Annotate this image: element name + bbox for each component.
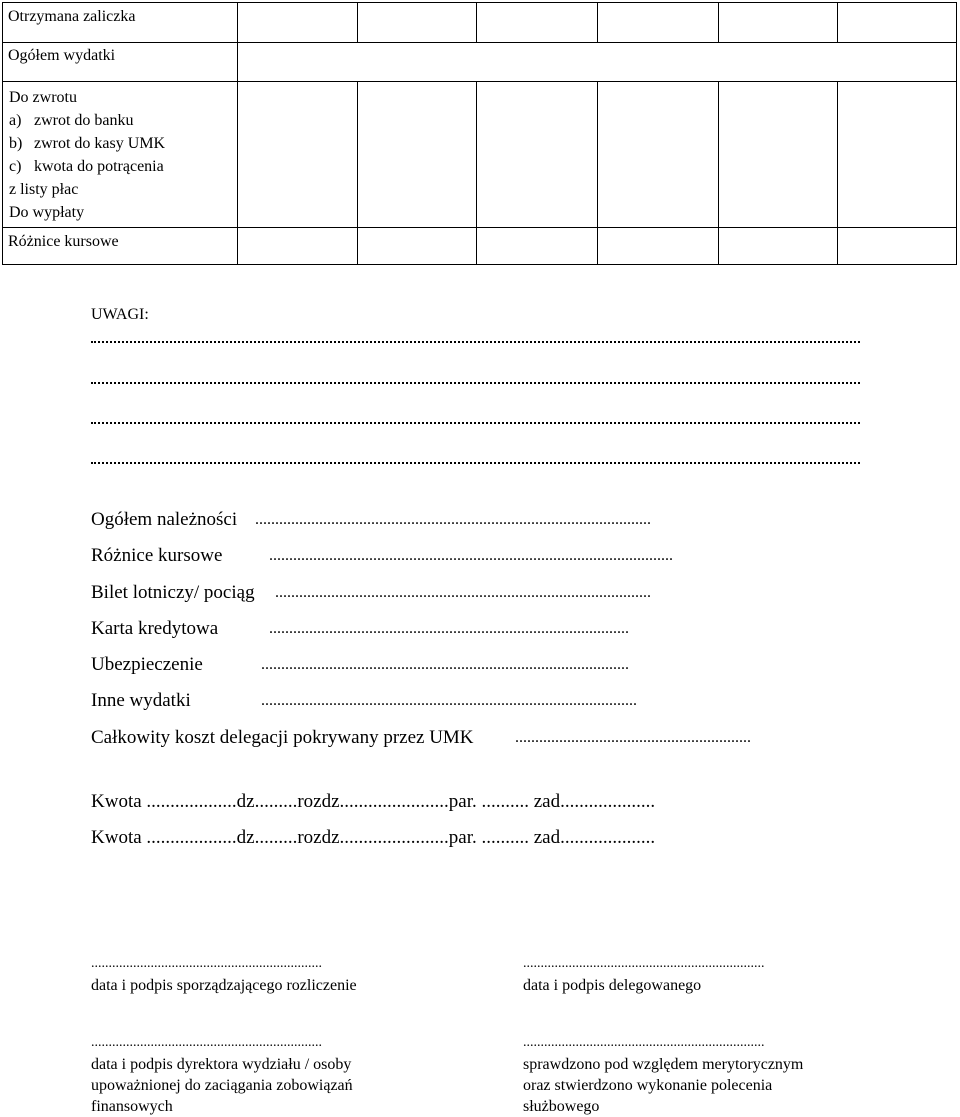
table-cell[interactable]	[837, 228, 956, 264]
table-cell[interactable]	[597, 228, 719, 264]
row-label-total-expenses: Ogółem wydatki	[8, 47, 116, 64]
cost-value-leader[interactable]: .....................................................................................................	[269, 547, 673, 564]
table-cell[interactable]	[718, 3, 838, 42]
table-cell[interactable]	[476, 3, 598, 42]
remarks-line[interactable]	[91, 420, 860, 424]
remarks-line[interactable]	[91, 380, 860, 384]
signature-line[interactable]: ..................................................................	[91, 1035, 322, 1050]
row-label-payout: Do wypłaty	[9, 204, 85, 221]
cost-value-leader[interactable]: ..............................................................................................	[261, 692, 637, 709]
table-cell[interactable]	[357, 82, 477, 227]
signature-caption: służbowego	[523, 1098, 600, 1115]
cost-label: Ogółem należności	[91, 509, 238, 530]
table-cell[interactable]	[718, 82, 838, 227]
signature-line[interactable]: ..................................................................	[91, 956, 322, 971]
cost-label: Bilet lotniczy/ pociąg	[91, 582, 255, 603]
table-row	[3, 82, 956, 228]
cost-value-leader[interactable]: ...................................................................................................	[255, 511, 651, 528]
table-cell[interactable]	[476, 82, 598, 227]
table-row	[3, 228, 956, 264]
cost-label: Różnice kursowe	[91, 545, 223, 566]
signature-caption: data i podpis delegowanego	[523, 977, 702, 994]
signature-director	[91, 1036, 431, 1117]
remarks-line[interactable]	[91, 460, 860, 464]
signature-caption: data i podpis dyrektora wydziału / osoby	[91, 1056, 352, 1073]
cost-label: Ubezpieczenie	[91, 654, 203, 675]
row-label-exchange-diff: Różnice kursowe	[8, 233, 119, 250]
row-label-refund: Do zwrotu	[9, 89, 77, 106]
signature-delegate	[523, 957, 863, 996]
table-label-cell	[3, 43, 238, 81]
signature-caption: upoważnionej do zaciągania zobowiązań	[91, 1077, 353, 1094]
remarks-title: UWAGI:	[91, 306, 149, 323]
budget-line[interactable]: Kwota ...................dz.........rozdz.......................par. .......... zad....................	[91, 827, 656, 848]
signature-verification	[523, 1036, 883, 1117]
cost-value-leader[interactable]: ............................................................................................	[261, 656, 629, 673]
signature-line[interactable]: .....................................................................	[523, 956, 765, 971]
cost-value-leader[interactable]: ...........................................................	[515, 729, 751, 746]
table-cell[interactable]	[237, 3, 358, 42]
cost-label: Całkowity koszt delegacji pokrywany przez UMK	[91, 727, 474, 748]
table-label-cell	[3, 228, 238, 264]
signature-line[interactable]: .....................................................................	[523, 1035, 765, 1050]
table-cell[interactable]	[597, 3, 719, 42]
table-cell[interactable]	[237, 82, 358, 227]
cost-value-leader[interactable]: ..........................................................................................	[269, 620, 629, 637]
cost-label: Inne wydatki	[91, 690, 191, 711]
table-cell[interactable]	[357, 228, 477, 264]
table-cell[interactable]	[837, 82, 956, 227]
cost-label: Karta kredytowa	[91, 618, 219, 639]
signature-caption: finansowych	[91, 1098, 173, 1115]
signature-caption: oraz stwierdzono wykonanie polecenia	[523, 1077, 773, 1094]
table-row	[3, 43, 956, 82]
signature-preparer	[91, 957, 431, 996]
table-cell[interactable]	[237, 43, 956, 81]
table-label-cell	[3, 3, 238, 42]
refund-option: c) kwota do potrącenia	[9, 158, 164, 175]
row-label-advance: Otrzymana zaliczka	[8, 8, 136, 25]
settlement-table	[2, 2, 957, 265]
table-cell[interactable]	[718, 228, 838, 264]
table-cell[interactable]	[237, 228, 358, 264]
table-row	[3, 3, 956, 43]
table-cell[interactable]	[837, 3, 956, 42]
row-label-refund-block	[9, 86, 165, 224]
signature-caption: sprawdzono pod względem merytorycznym	[523, 1056, 804, 1073]
cost-value-leader[interactable]: ..............................................................................................	[275, 584, 651, 601]
refund-note: z listy płac	[9, 181, 79, 198]
remarks-line[interactable]	[91, 339, 860, 343]
table-cell[interactable]	[357, 3, 477, 42]
table-cell[interactable]	[476, 228, 598, 264]
table-cell[interactable]	[597, 82, 719, 227]
signature-caption: data i podpis sporządzającego rozliczenie	[91, 977, 357, 994]
budget-line[interactable]: Kwota ...................dz.........rozdz.......................par. .......... zad....................	[91, 791, 656, 812]
refund-option: a) zwrot do banku	[9, 112, 134, 129]
refund-option: b) zwrot do kasy UMK	[9, 135, 166, 152]
table-label-cell	[3, 82, 238, 227]
